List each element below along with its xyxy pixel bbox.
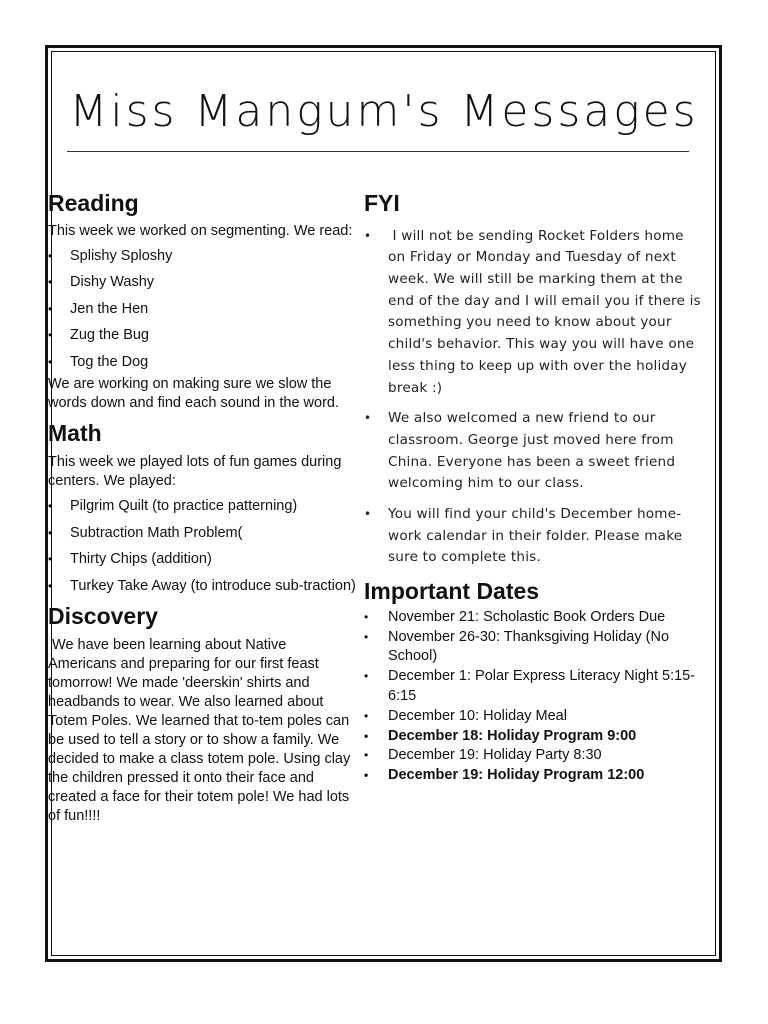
date-item: • November 26-30: Thanksgiving Holiday (No School) bbox=[364, 628, 670, 665]
list-item: • Tog the Dog bbox=[48, 353, 149, 370]
date-text: November 21: Scholastic Book Orders Due bbox=[388, 608, 666, 625]
book-title: Jen the Hen bbox=[70, 300, 149, 317]
date-item: • December 19: Holiday Party 8:30 bbox=[364, 747, 602, 764]
list-item: • Subtraction Math Problem( bbox=[48, 524, 243, 541]
date-item: • December 18: Holiday Program 9:00 bbox=[364, 727, 637, 744]
math-heading: Math bbox=[48, 419, 102, 446]
discovery-text: We have been learning about Native Americans and preparing for our first feast tomorrow! We made 'deerskin' shirts and headbands to wear. We also learned about Totem Poles. We learned that to-tem poles can be used to tell a story or to show a family. We decided to make a class totem pole. Using clay the children pressed it onto their face and created a face for their totem pole! We had lots of fun!!!! bbox=[48, 636, 355, 824]
date-item: • December 19: Holiday Program 12:00 bbox=[364, 767, 645, 784]
fyi-text: I will not be sending Rocket Folders home on Friday or Monday and Tuesday of next week. We will still be marking them at the end of the day and I will email you if there is something you need to know about your child's behavior. This way you will have one less thing to keep up with over the holiday break :) bbox=[388, 227, 706, 396]
fyi-text: We also welcomed a new friend to our classroom. George just moved here from China. Everyone has been a sweet friend welcoming him to our class. bbox=[388, 410, 676, 492]
list-item: • We also welcomed a new friend to our classroom. George just moved here from China. Everyone has been a sweet friend welcoming him to our class. bbox=[364, 410, 676, 492]
reading-intro: This week we worked on segmenting. We read: bbox=[48, 222, 353, 239]
book-title: Tog the Dog bbox=[70, 353, 149, 370]
important-dates-list bbox=[364, 608, 704, 786]
list-item: • You will find your child's December home-work calendar in their folder. Please make sure to complete this. bbox=[364, 506, 683, 566]
date-text: December 10: Holiday Meal bbox=[388, 707, 567, 724]
date-item: • December 10: Holiday Meal bbox=[364, 707, 567, 724]
fyi-text: You will find your child's December home-work calendar in their folder. Please make sure to complete this. bbox=[388, 506, 683, 566]
title-divider bbox=[67, 151, 689, 152]
important-dates-heading: Important Dates bbox=[364, 578, 540, 605]
list-item: • Jen the Hen bbox=[48, 300, 149, 317]
list-item: • Turkey Take Away (to introduce sub-traction) bbox=[48, 577, 356, 594]
reading-heading: Reading bbox=[48, 190, 139, 216]
right-column bbox=[364, 190, 704, 786]
game-title: Thirty Chips (addition) bbox=[70, 551, 212, 568]
newsletter-title: Miss Mangum's Messages bbox=[69, 86, 699, 137]
important-dates-section bbox=[364, 578, 704, 786]
fyi-heading: FYI bbox=[364, 190, 400, 216]
math-intro: This week we played lots of fun games during centers. We played: bbox=[48, 454, 342, 490]
reading-outro: We are working on making sure we slow the words down and find each sound in the word. bbox=[48, 375, 339, 411]
list-item: • Dishy Washy bbox=[48, 274, 155, 291]
book-title: Zug the Bug bbox=[70, 327, 149, 344]
book-title: Splishy Sploshy bbox=[70, 247, 173, 264]
discovery-section bbox=[48, 603, 356, 826]
math-section bbox=[48, 420, 356, 595]
game-title: Subtraction Math Problem( bbox=[70, 524, 243, 541]
math-game-list bbox=[48, 497, 356, 595]
date-text: December 19: Holiday Party 8:30 bbox=[388, 747, 602, 764]
fyi-list bbox=[364, 226, 704, 570]
date-item: • November 21: Scholastic Book Orders Due bbox=[364, 608, 666, 625]
game-title: Turkey Take Away (to introduce sub-traction) bbox=[70, 577, 356, 594]
fyi-section bbox=[364, 190, 704, 569]
reading-section bbox=[48, 190, 356, 413]
reading-book-list bbox=[48, 247, 356, 371]
date-text: December 1: Polar Express Literacy Night 5:15-6:15 bbox=[388, 668, 696, 704]
date-text: December 19: Holiday Program 12:00 bbox=[388, 767, 645, 784]
date-text: December 18: Holiday Program 9:00 bbox=[388, 727, 637, 744]
discovery-heading: Discovery bbox=[48, 603, 158, 630]
list-item: • I will not be sending Rocket Folders home on Friday or Monday and Tuesday of next week. We will still be marking them at the end of the day and I will email you if there is something you need to know about your child's behavior. This way you will have one less thing to keep up with over the holiday break :) bbox=[364, 227, 706, 396]
list-item: • Thirty Chips (addition) bbox=[48, 551, 212, 568]
left-column bbox=[48, 190, 356, 826]
book-title: Dishy Washy bbox=[70, 274, 155, 291]
list-item: • Splishy Sploshy bbox=[48, 247, 173, 264]
date-item: • December 1: Polar Express Literacy Night 5:15-6:15 bbox=[364, 668, 696, 704]
game-title: Pilgrim Quilt (to practice patterning) bbox=[70, 498, 298, 515]
date-text: November 26-30: Thanksgiving Holiday (No School) bbox=[388, 628, 670, 665]
list-item: • Zug the Bug bbox=[48, 327, 149, 344]
list-item: • Pilgrim Quilt (to practice patterning) bbox=[48, 498, 298, 515]
